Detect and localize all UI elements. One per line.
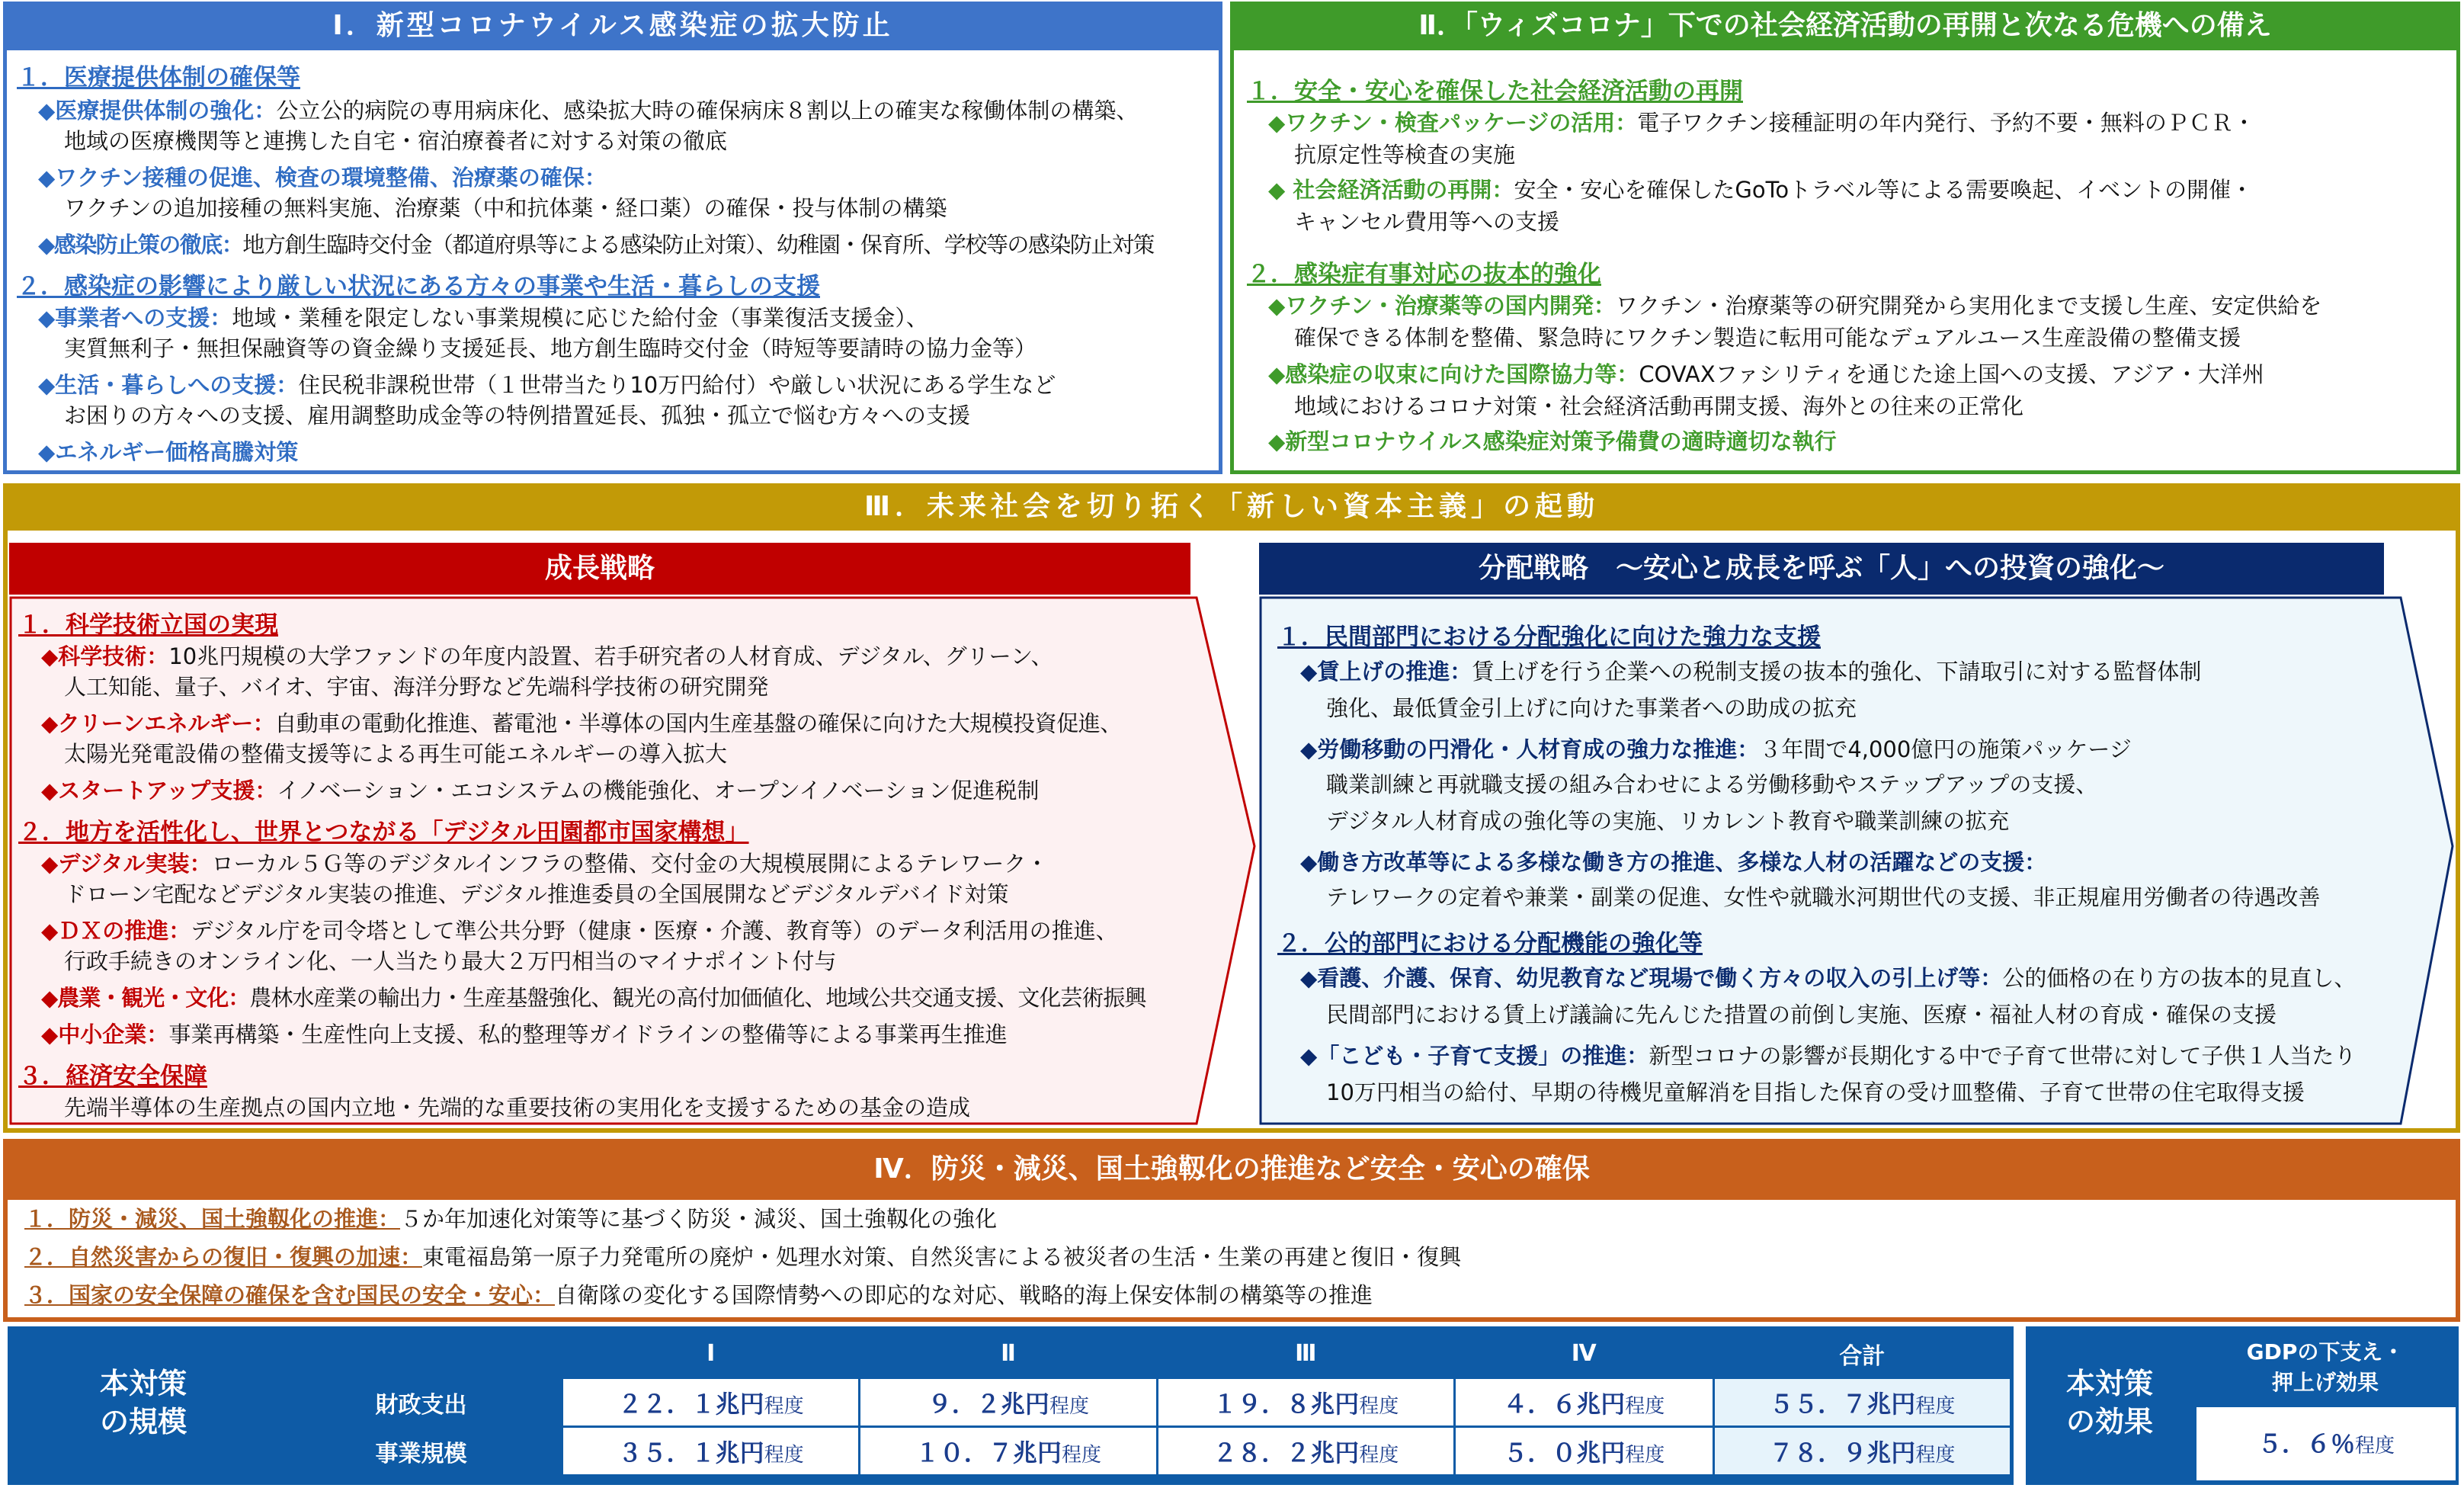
s1-item-vaccine-2: ワクチンの追加接種の無料実施、治療薬（中和抗体薬・経口薬）の確保・投与体制の構築 — [64, 195, 947, 221]
s2-item-domestic: ◆ワクチン・治療薬等の国内開発：ワクチン・治療薬等の研究開発から実用化まで支援し生産、安定供給を — [1268, 293, 2322, 319]
g-item-startup: ◆スタートアップ支援：イノベーション・エコシステムの機能強化、オープンイノベーション促進税制 — [41, 778, 1040, 803]
s4-item-1: １．防災・減災、国土強靱化の推進：５か年加速化対策等に基づく防災・減災、国土強靱化の強化 — [24, 1206, 998, 1232]
scale-table: Ⅰ Ⅱ Ⅲ Ⅳ 合計 財政支出 ２２．１兆円程度 ９．２兆円程度 １９．８兆円程度 ４．６兆円程度 ５５．７兆円程度 事業規模 ３５．１兆円程度 １０．７兆円程度 ２８．２兆円程度 ５．０兆円程度 ７８．９兆円程度 — [279, 1328, 2012, 1477]
distribution-strategy-title: 分配戦略 ～安心と成長を呼ぶ「人」への投資の強化～ — [1259, 543, 2384, 595]
g-heading-3: ３．経済安全保障 — [18, 1063, 207, 1090]
scale-title: 本対策 の規模 — [99, 1367, 187, 1438]
s2-item-reopen-2: キャンセル費用等への支援 — [1294, 209, 1560, 235]
g-heading-1: １．科学技術立国の実現 — [18, 611, 278, 639]
d-item-kids-2: 10万円相当の給付、早期の待機児童解消を目指した保育の受け皿整備、子育て世帯の住宅取得支援 — [1326, 1079, 2305, 1105]
d-heading-2: ２．公的部門における分配機能の強化等 — [1277, 930, 1703, 957]
g-heading-2: ２．地方を活性化し、世界とつながる「デジタル田園都市国家構想」 — [18, 819, 749, 846]
row-business: 事業規模 — [280, 1427, 562, 1476]
g-item-science-2: 人工知能、量子、バイオ、宇宙、海洋分野など先端科学技術の研究開発 — [64, 674, 769, 700]
s1-item-living-2: お困りの方々への支援、雇用調整助成金等の特例措置延長、孤独・孤立で悩む方々への支援 — [64, 402, 971, 428]
row-fiscal: 財政支出 — [280, 1378, 562, 1427]
gdp-label: GDPの下支え・ 押上げ効果 — [2246, 1339, 2405, 1395]
section-1-title: Ⅰ．新型コロナウイルス感染症の拡大防止 — [3, 2, 1222, 50]
d-item-workstyle: ◆働き方改革等による多様な働き方の推進、多様な人材の活躍などの支援： — [1300, 849, 2047, 875]
s2-item-intl: ◆感染症の収束に向けた国際協力等：COVAXファシリティを通じた途上国への支援、アジア・大洋州 — [1268, 361, 2264, 387]
s2-item-package: ◆ワクチン・検査パッケージの活用：電子ワクチン接種証明の年内発行、予約不要・無料のＰＣＲ・ — [1268, 110, 2255, 136]
d-item-kids: ◆「こども・子育て支援」の推進：新型コロナの影響が長期化する中で子育て世帯に対して子供１人当たり — [1300, 1043, 2357, 1069]
d-item-care-2: 民間部門における賃上げ議論に先んじた措置の前倒し実施、医療・福祉人材の育成・確保の支援 — [1326, 1002, 2277, 1028]
s1-item-prevention: ◆感染防止策の徹底：地方創生臨時交付金（都道府県等による感染防止対策）、幼稚園・保育所、学校等の感染防止対策 — [38, 232, 1154, 258]
s4-item-2: ２．自然災害からの復旧・復興の加速：東電福島第一原子力発電所の廃炉・処理水対策、自然災害による被災者の生活・生業の再建と復旧・復興 — [24, 1244, 1462, 1270]
d-item-wage-2: 強化、最低賃金引上げに向けた事業者への助成の拡充 — [1326, 695, 1857, 721]
d-item-labor-2: 職業訓練と再就職支援の組み合わせによる労働移動やステップアップの支援、 — [1326, 771, 2098, 797]
s1-item-business: ◆事業者への支援：地域・業種を限定しない事業規模に応じた給付金（事業復活支援金）、 — [38, 305, 928, 331]
s2-item-reopen: ◆ 社会経済活動の再開：安全・安心を確保したGoToトラベル等による需要喚起、イベントの開催・ — [1268, 177, 2254, 203]
d-heading-1: １．民間部門における分配強化に向けた強力な支援 — [1277, 624, 1821, 651]
g-item-agri: ◆農業・観光・文化：農林水産業の輸出力・生産基盤強化、観光の高付加価値化、地域公共交通支援、文化芸術振興 — [41, 985, 1146, 1011]
g-item-digital: ◆デジタル実装：ローカル５Ｇ等のデジタルインフラの整備、交付金の大規模展開によるテレワーク・ — [41, 851, 1049, 877]
s2-item-domestic-2: 確保できる体制を整備、緊急時にワクチン製造に転用可能なデュアルユース生産設備の整備支援 — [1294, 325, 2241, 351]
s1-item-vaccine: ◆ワクチン接種の促進、検査の環境整備、治療薬の確保： — [38, 165, 607, 191]
col-4: Ⅳ — [1454, 1329, 1713, 1378]
d-item-labor-3: デジタル人材育成の強化等の実施、リカレント教育や職業訓練の拡充 — [1326, 808, 2010, 834]
col-2: Ⅱ — [860, 1329, 1157, 1378]
section-3-title: Ⅲ．未来社会を切り拓く「新しい資本主義」の起動 — [3, 483, 2460, 531]
gdp-value: ５．６％程度 — [2196, 1407, 2456, 1480]
g-item-science: ◆科学技術：10兆円規模の大学ファンドの年度内設置、若手研究者の人材育成、デジタル、グリーン、 — [41, 643, 1053, 669]
g-item-security: 先端半導体の生産拠点の国内立地・先端的な重要技術の実用化を支援するための基金の造成 — [64, 1095, 971, 1121]
s2-heading-2: ２．感染症有事対応の抜本的強化 — [1247, 261, 1601, 288]
g-item-digital-2: ドローン宅配などデジタル実装の推進、デジタル推進委員の全国展開などデジタルデバイド対策 — [64, 881, 1009, 907]
g-item-sme: ◆中小企業：事業再構築・生産性向上支援、私的整理等ガイドラインの整備等による事業再生推進 — [41, 1021, 1008, 1047]
s1-item-medical-2: 地域の医療機関等と連携した自宅・宿泊療養者に対する対策の徹底 — [64, 128, 728, 154]
s2-item-intl-2: 地域におけるコロナ対策・社会経済活動再開支援、海外との往来の正常化 — [1294, 393, 2024, 419]
growth-strategy-title: 成長戦略 — [9, 543, 1190, 595]
d-item-labor: ◆労働移動の円滑化・人材育成の強力な推進：３年間で4,000億円の施策パッケージ — [1300, 736, 2132, 762]
col-total: 合計 — [1713, 1329, 2011, 1378]
s1-heading-2: ２．感染症の影響により厳しい状況にある方々の事業や生活・暮らしの支援 — [17, 273, 820, 300]
s2-heading-1: １．安全・安心を確保した社会経済活動の再開 — [1247, 78, 1743, 105]
s2-item-reserve: ◆新型コロナウイルス感染症対策予備費の適時適切な執行 — [1268, 428, 1837, 454]
s2-item-package-2: 抗原定性等検査の実施 — [1294, 142, 1516, 168]
col-3: Ⅲ — [1157, 1329, 1454, 1378]
g-item-dx: ◆ＤＸの推進：デジタル庁を司令塔として準公共分野（健康・医療・介護、教育等）のデータ利活用の推進、 — [41, 918, 1118, 944]
s1-item-living: ◆生活・暮らしへの支援：住民税非課税世帯（１世帯当たり10万円給付）や厳しい状況にある学生など — [38, 372, 1056, 398]
d-item-wage: ◆賃上げの推進：賃上げを行う企業への税制支援の抜本的強化、下請取引に対する監督体制 — [1300, 659, 2202, 685]
d-item-care: ◆看護、介護、保育、幼児教育など現場で働く方々の収入の引上げ等：公的価格の在り方の抜本的見直し、 — [1300, 965, 2357, 991]
g-item-clean: ◆クリーンエネルギー：自動車の電動化推進、蓄電池・半導体の国内生産基盤の確保に向けた大規模投資促進、 — [41, 710, 1122, 736]
g-item-clean-2: 太陽光発電設備の整備支援等による再生可能エネルギーの導入拡大 — [64, 741, 728, 767]
section-2-title: Ⅱ．「ウィズコロナ」下での社会経済活動の再開と次なる危機への備え — [1230, 2, 2460, 50]
s4-item-3: ３．国家の安全保障の確保を含む国民の安全・安心：自衛隊の変化する国際情勢への即応的な対応、戦略的海上保安体制の構築等の推進 — [24, 1282, 1373, 1308]
s1-item-medical: ◆医療提供体制の強化：公立公的病院の専用病床化、感染拡大時の確保病床８割以上の確実な稼働体制の構築、 — [38, 98, 1139, 123]
s1-heading-1: １．医療提供体制の確保等 — [17, 64, 300, 91]
s1-item-business-2: 実質無利子・無担保融資等の資金繰り支援延長、地方創生臨時交付金（時短等要請時の協力金等） — [64, 335, 1037, 361]
s1-item-energy: ◆エネルギー価格高騰対策 — [38, 439, 299, 465]
section-4-title: Ⅳ．防災・減災、国土強靱化の推進など安全・安心の確保 — [3, 1139, 2460, 1200]
effect-title: 本対策 の効果 — [2065, 1367, 2153, 1438]
d-item-workstyle-2: テレワークの定着や兼業・副業の促進、女性や就職氷河期世代の支援、非正規雇用労働者の待遇改善 — [1326, 884, 2321, 910]
col-1: Ⅰ — [562, 1329, 860, 1378]
g-item-dx-2: 行政手続きのオンライン化、一人当たり最大２万円相当のマイナポイント付与 — [64, 948, 837, 974]
